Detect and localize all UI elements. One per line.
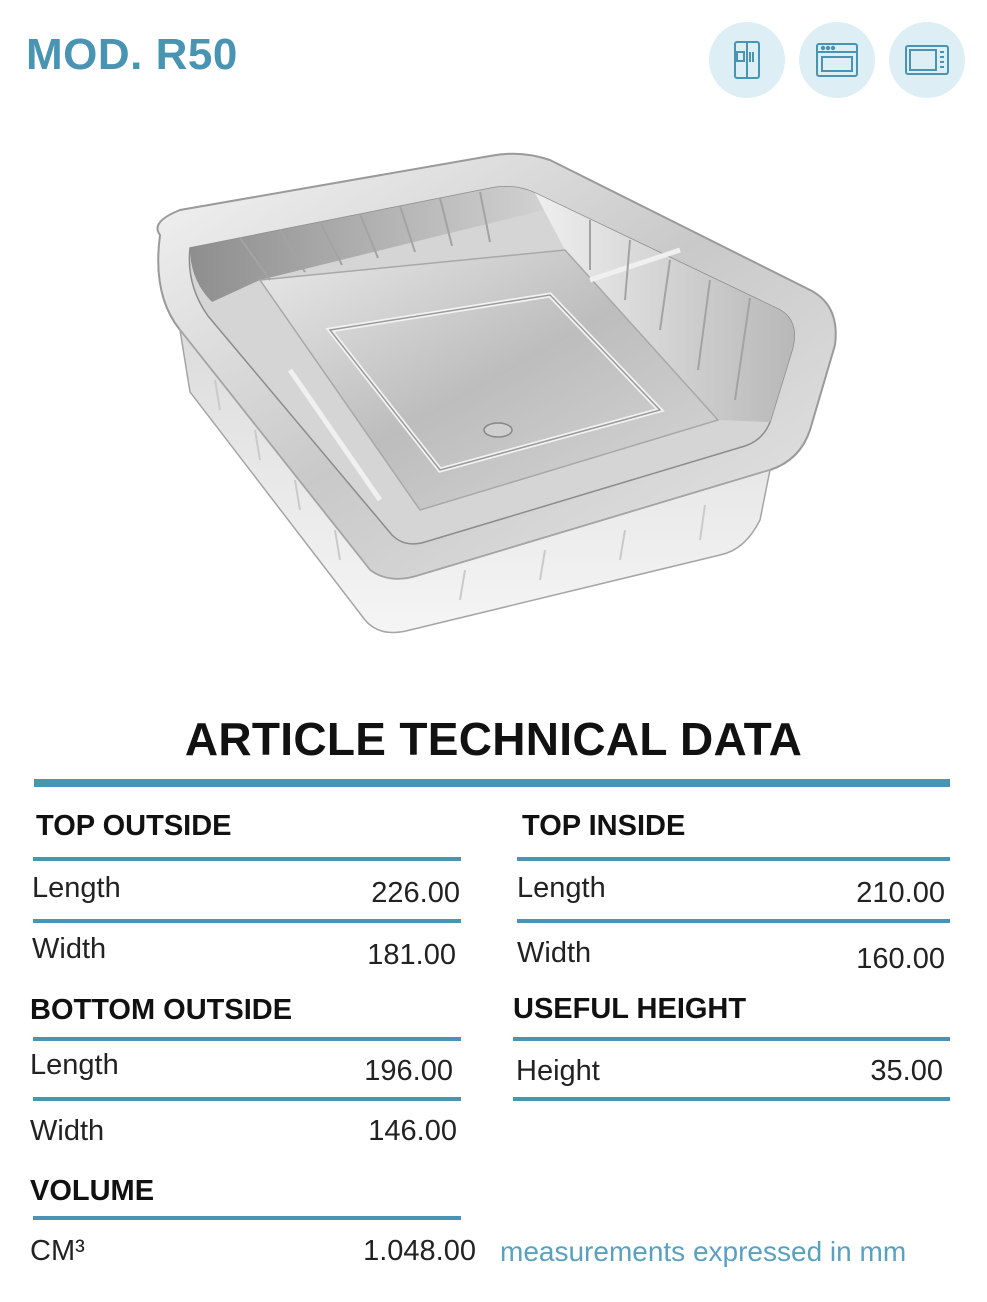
useful-height-label: Height [516, 1055, 600, 1087]
divider [33, 1216, 461, 1220]
title-divider [34, 779, 950, 787]
oven-icon [799, 22, 875, 98]
divider [33, 1097, 461, 1101]
section-title: ARTICLE TECHNICAL DATA [184, 713, 803, 765]
divider [517, 857, 950, 861]
top-outside-heading: TOP OUTSIDE [36, 810, 232, 842]
divider [517, 919, 950, 923]
top-inside-length-label: Length [517, 872, 606, 904]
divider [513, 1097, 950, 1101]
top-inside-width-value: 160.00 [856, 943, 945, 975]
bottom-outside-width-label: Width [30, 1115, 105, 1147]
top-outside-length-label: Length [32, 872, 121, 904]
fridge-icon [709, 22, 785, 98]
divider [33, 857, 461, 861]
microwave-icon [889, 22, 965, 98]
top-inside-length-value: 210.00 [856, 877, 945, 909]
top-outside-width-value: 181.00 [367, 939, 456, 971]
useful-height-heading: USEFUL HEIGHT [513, 993, 747, 1025]
useful-height-value: 35.00 [870, 1055, 943, 1087]
model-title: MOD. R50 [26, 30, 238, 79]
aluminium-tray-photo [120, 130, 860, 670]
volume-unit-label: CM³ [30, 1235, 85, 1267]
divider [33, 919, 461, 923]
bottom-outside-length-value: 196.00 [364, 1055, 453, 1087]
top-inside-width-label: Width [517, 937, 592, 969]
top-inside-heading: TOP INSIDE [522, 810, 686, 842]
volume-value: 1.048.00 [363, 1235, 476, 1267]
bottom-outside-width-value: 146.00 [368, 1115, 457, 1147]
divider [33, 1037, 461, 1041]
measurement-note: measurements expressed in mm [500, 1236, 907, 1267]
top-outside-width-label: Width [32, 933, 107, 965]
top-outside-length-value: 226.00 [371, 877, 460, 909]
divider [513, 1037, 950, 1041]
bottom-outside-heading: BOTTOM OUTSIDE [30, 994, 293, 1026]
volume-heading: VOLUME [30, 1175, 155, 1207]
bottom-outside-length-label: Length [30, 1049, 119, 1081]
